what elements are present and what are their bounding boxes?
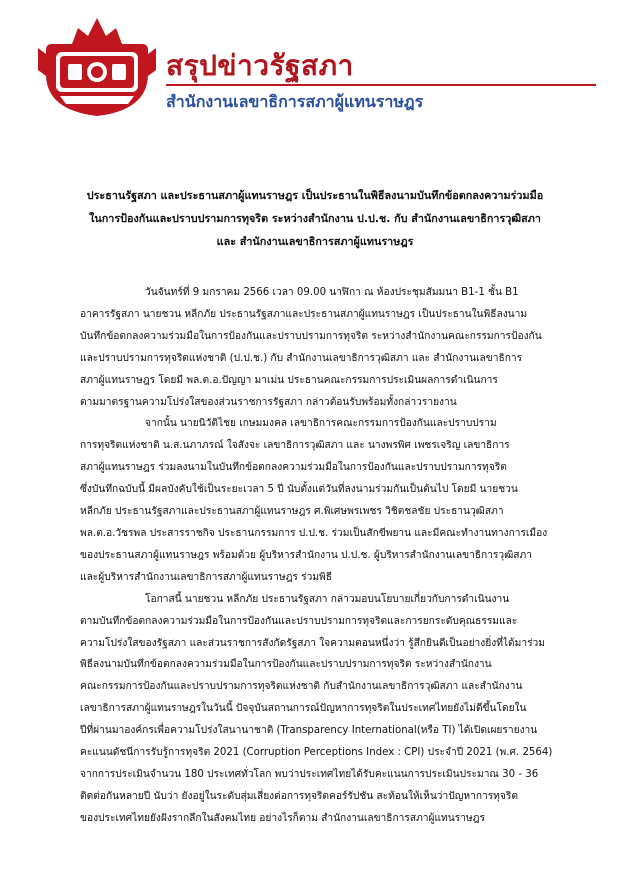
body-line: จากนั้น นายนิวัติไชย เกษมมงคล เลขาธิการคณะกรรมการป้องกันและปราบปราม: [145, 418, 497, 430]
body-line: โอกาสนี้ นายชวน หลีกภัย ประธานรัฐสภา กล่าวมอบนโยบายเกี่ยวกับการดำเนินงาน: [145, 593, 510, 605]
body-line: คะแนนดัชนีการรับรู้การทุจริต 2021 (Corruption Perceptions Index : CPI) ประจำปี 2021 (พ.ศ. 2564): [80, 747, 553, 759]
body-line: วันจันทร์ที่ 9 มกราคม 2566 เวลา 09.00 นาฬิกา ณ ห้องประชุมสัมมนา B1-1 ชั้น B1: [145, 287, 519, 298]
brand-divider: [166, 84, 596, 86]
brand-subtitle: สำนักงานเลขาธิการสภาผู้แทนราษฎร: [166, 92, 424, 111]
body-line: ปีที่ผ่านมาองค์กรเพื่อความโปร่งใสนานาชาติ (Transparency International(หรือ TI) ได้เปิดเผยรายงาน: [80, 725, 538, 737]
news-headline: [40, 184, 590, 253]
body-line: เลขาธิการสภาผู้แทนราษฎรในวันนี้ ปัจจุบันสถานการณ์ปัญหาการทุจริตในประเทศไทยยังไม่ดีขึ้นโดยใน: [80, 703, 527, 715]
body-line: ของประธานสภาผู้แทนราษฎร พร้อมด้วย ผู้บริหารสำนักงาน ป.ป.ช. ผู้บริหารสำนักงานเลขาธิการวุฒิสภา: [80, 549, 532, 561]
body-line: พิธีลงนามบันทึกข้อตกลงความร่วมมือในการป้องกันและปราบปรามการทุจริต ระหว่างสำนักงาน: [80, 659, 492, 671]
body-line: ติดต่อกันหลายปี นับว่า ยังอยู่ในระดับสุ่มเสี่ยงต่อการทุจริตคอร์รัปชัน สะท้อนให้เห็นว่าปัญหาการทุจริต: [80, 790, 518, 802]
headline-line: และ สำนักงานเลขาธิการสภาผู้แทนราษฎร: [216, 235, 414, 248]
body-line: ซึ่งบันทึกฉบับนี้ มีผลบังคับใช้เป็นระยะเวลา 5 ปี นับตั้งแต่วันที่ลงนามร่วมกันเป็นต้นไป โดยมี นายชวน: [80, 484, 518, 496]
body-line: อาคารรัฐสภา นายชวน หลีกภัย ประธานรัฐสภาและประธานสภาผู้แทนราษฎร เป็นประธานในพิธีลงนาม: [80, 308, 528, 320]
header-banner: [38, 14, 598, 144]
body-line: ตามบันทึกข้อตกลงความร่วมมือในการป้องกันและปราบปรามการทุจริตและการยกระดับคุณธรรมและ: [80, 615, 518, 627]
headline-line: ในการป้องกันและปราบปรามการทุจริต ระหว่างสำนักงาน ป.ป.ช. กับ สำนักงานเลขาธิการวุฒิสภา: [89, 212, 541, 225]
body-line: และผู้บริหารสำนักงานเลขาธิการสภาผู้แทนราษฎร ร่วมพิธี: [80, 571, 332, 583]
body-line: บันทึกข้อตกลงความร่วมมือในการป้องกันและปราบปรามการทุจริต ระหว่างสำนักงานคณะกรรมการป้องกัน: [80, 330, 542, 342]
body-line: จากการประเมินจำนวน 180 ประเทศทั่วโลก พบว่าประเทศไทยได้รับคะแนนการประเมินประมาณ 30 - 36: [80, 768, 539, 780]
news-body: [80, 282, 560, 830]
parliament-emblem-icon: [38, 14, 156, 118]
body-line: สภาผู้แทนราษฎร โดยมี พล.ต.อ.ปัญญา มาเม่น ประธานคณะกรรมการประเมินผลการดำเนินการ: [80, 374, 498, 386]
body-line: สภาผู้แทนราษฎร ร่วมลงนามในบันทึกข้อตกลงความร่วมมือในการป้องกันและปราบปรามการทุจริต: [80, 462, 507, 474]
body-line: ของประเทศไทยยังฝังรากลึกในสังคมไทย อย่างไรก็ตาม สำนักงานเลขาธิการสภาผู้แทนราษฎร: [80, 812, 485, 824]
body-line: ความโปร่งใสของรัฐสภา และส่วนราชการสังกัดรัฐสภา ใจความตอนหนึ่งว่า รู้สึกยินดีเป็นอย่างยิ่งที่ได้มาร่วม: [80, 637, 545, 649]
body-line: พล.ต.อ.วัชรพล ประสารราชกิจ ประธานกรรมการ ป.ป.ช. ร่วมเป็นสักขีพยาน และมีคณะทำงานทางการเมือง: [80, 527, 548, 539]
body-line: หลีกภัย ประธานรัฐสภาและประธานสภาผู้แทนราษฎร ศ.พิเศษพรเพชร วิชิตชลชัย ประธานวุฒิสภา: [80, 506, 504, 518]
body-line: การทุจริตแห่งชาติ น.ส.นภาภรณ์ ใจสังจะ เลขาธิการวุฒิสภา และ นางพรพิศ เพชรเจริญ เลขาธิการ: [80, 440, 510, 452]
body-line: และปราบปรามการทุจริตแห่งชาติ (ป.ป.ช.) กับ สำนักงานเลขาธิการวุฒิสภา และ สำนักงานเลขาธิการ: [80, 352, 523, 364]
headline-line: ประธานรัฐสภา และประธานสภาผู้แทนราษฎร เป็นประธานในพิธีลงนามบันทึกข้อตกลงความร่วมมือ: [86, 189, 544, 202]
body-line: ตามมาตรฐานความโปร่งใสของส่วนราชการรัฐสภา กล่าวต้อนรับพร้อมทั้งกล่าวรายงาน: [80, 396, 457, 408]
brand-title: สรุปข่าวรัฐสภา: [166, 50, 354, 81]
body-line: คณะกรรมการป้องกันและปราบปรามการทุจริตแห่งชาติ กับสำนักงานเลขาธิการวุฒิสภา และสำนักงาน: [80, 681, 523, 693]
